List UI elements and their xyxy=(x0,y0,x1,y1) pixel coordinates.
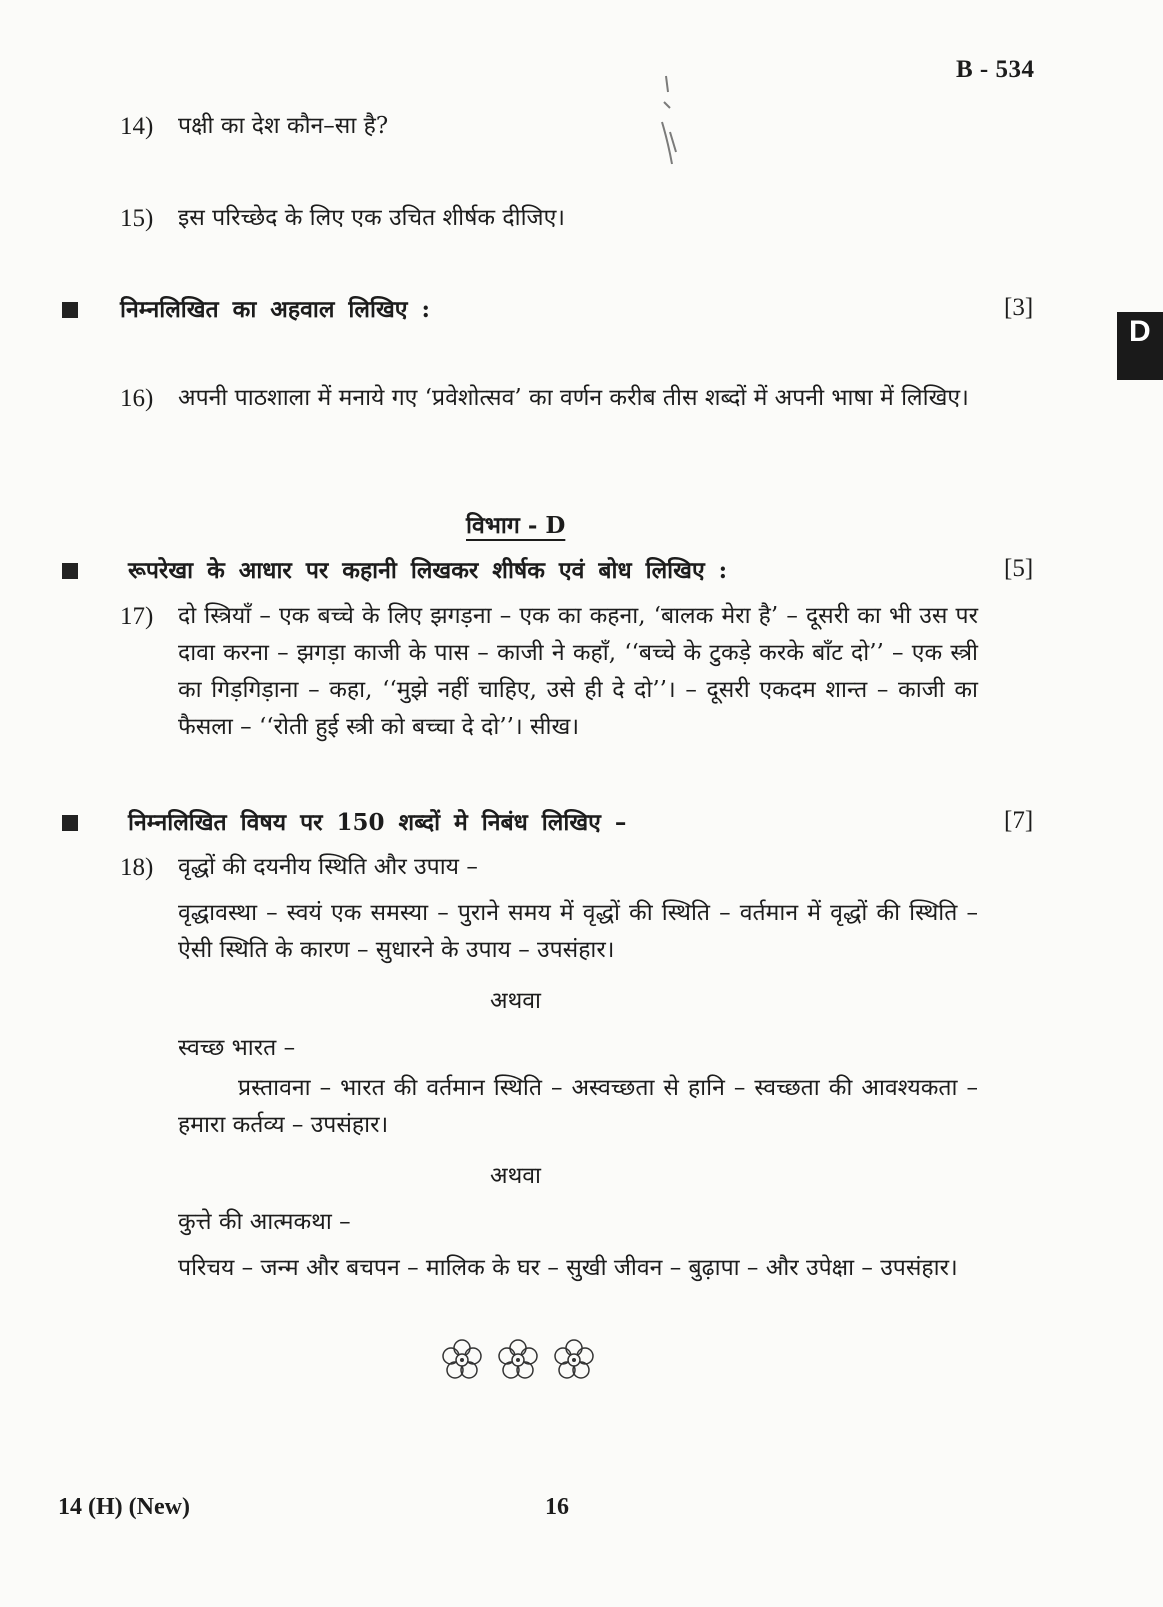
essay-topic-title: स्वच्छ भारत – xyxy=(178,1035,296,1061)
question-number: 18) xyxy=(120,854,154,881)
bullet-square xyxy=(62,815,78,831)
essay-topic-title: वृद्धों की दयनीय स्थिति और उपाय – xyxy=(178,854,478,880)
flower-ornament-icon xyxy=(552,1338,596,1382)
bullet-square xyxy=(62,563,78,579)
question-14 xyxy=(120,108,1020,148)
page-number: 16 xyxy=(545,1494,569,1520)
essay-instruction: निम्नलिखित विषय पर 150 शब्दों मे निबंध लिखिए – xyxy=(128,809,627,836)
question-17 xyxy=(120,598,1020,748)
paper-code: B - 534 xyxy=(956,56,1035,83)
flower-ornament-icon xyxy=(496,1338,540,1382)
question-number: 14) xyxy=(120,113,154,140)
or-separator: अथवा xyxy=(490,988,542,1014)
story-instruction: रूपरेखा के आधार पर कहानी लिखकर शीर्षक एवं बोध लिखिए : xyxy=(128,557,728,584)
report-instruction: निम्नलिखित का अहवाल लिखिए : xyxy=(120,296,430,323)
essay-topic-outline: वृद्धावस्था – स्वयं एक समस्या – पुराने समय में वृद्धों की स्थिति – वर्तमान में वृद्धों की स्थिति – ऐसी स्थिति के कारण – सुधारने के उपाय – उपसंहार। xyxy=(178,900,978,963)
question-number: 17) xyxy=(120,603,154,630)
bullet-square xyxy=(62,302,78,318)
question-text: अपनी पाठशाला में मनाये गए ‘प्रवेशोत्सव’ का वर्णन करीब तीस शब्दों में अपनी भाषा में लिखिए। xyxy=(178,385,969,411)
marks-label: [7] xyxy=(1004,807,1034,834)
marks-label: [3] xyxy=(1004,294,1034,321)
question-number: 16) xyxy=(120,385,154,412)
essay-topic-outline: प्रस्तावना – भारत की वर्तमान स्थिति – अस्वच्छता से हानि – स्वच्छता की आवश्यकता – हमारा कर्तव्य – उपसंहार। xyxy=(178,1075,978,1138)
question-15 xyxy=(120,200,1020,240)
section-title: विभाग - D xyxy=(466,512,566,539)
essay-topic-outline: परिचय – जन्म और बचपन – मालिक के घर – सुखी जीवन – बुढ़ापा – और उपेक्षा – उपसंहार। xyxy=(178,1255,958,1281)
question-number: 15) xyxy=(120,205,154,232)
subject-code: 14 (H) (New) xyxy=(58,1494,190,1520)
or-separator: अथवा xyxy=(490,1163,542,1189)
essay-topic-title: कुत्ते की आत्मकथा – xyxy=(178,1209,351,1235)
flower-ornament-icon xyxy=(440,1338,484,1382)
question-18 xyxy=(120,849,1020,889)
question-text: दो स्त्रियाँ – एक बच्चे के लिए झगड़ना – एक का कहना, ‘बालक मेरा है’ – दूसरी का भी उस पर दावा करना – झगड़ा काजी के पास – काजी ने कहाँ, ‘‘बच्चे के टुकड़े करके बाँट दो’’ – एक स्त्री का गिड़गिड़ाना – कहा, ‘‘मुझे नहीं चाहिए, उसे ही दे दो’’। – दूसरी एकदम शान्त – काजी का फैसला – ‘‘रोती हुई स्त्री को बच्चा दे दो’’। सीख। xyxy=(178,603,978,740)
question-16 xyxy=(120,380,1020,460)
section-tab: D xyxy=(1117,312,1163,380)
question-text: पक्षी का देश कौन–सा है? xyxy=(178,113,389,139)
question-text: इस परिच्छेद के लिए एक उचित शीर्षक दीजिए। xyxy=(178,205,566,231)
marks-label: [5] xyxy=(1004,555,1034,582)
